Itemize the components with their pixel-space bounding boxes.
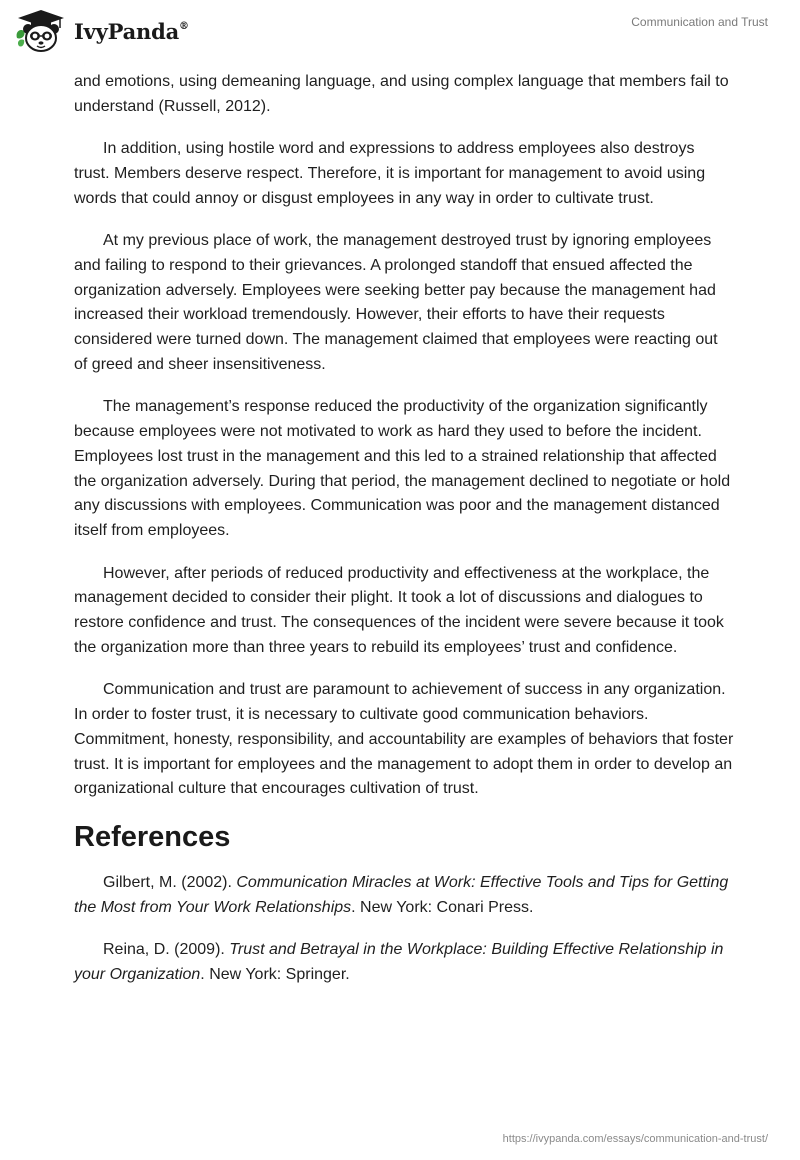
paragraph: However, after periods of reduced productivity and effectiveness at the workplace, the management decided to consider their plight. It took a lot of discussions and dialogues to restore confidence and trust. The consequences of the incident were severe because it took the organization more than three years to rebuild its employees’ trust and confidence.: [74, 564, 724, 656]
reference-item: [74, 938, 734, 988]
reference-title: Communication Miracles at Work: Effective Tools and Tips for Getting the Most from Your Work Relationships: [74, 873, 729, 916]
source-url[interactable]: https://ivypanda.com/essays/communication-and-trust/: [502, 1133, 768, 1145]
reference-author: Gilbert, M. (2002).: [103, 873, 237, 891]
document-title: Communication and Trust: [631, 15, 768, 29]
paragraph: Communication and trust are paramount to achievement of success in any organization. In order to foster trust, it is necessary to cultivate good communication behaviors. Commitment, honesty, responsibility, and accountability are examples of behaviors that foster trust. It is important for employees and the management to adopt them in order to develop an organizational culture that encourages cultivation of trust.: [74, 681, 734, 798]
reference-publisher: . New York: Springer.: [200, 965, 350, 983]
ivypanda-logo[interactable]: [14, 8, 189, 54]
references-heading: References: [74, 820, 231, 853]
reference-author: Reina, D. (2009).: [103, 940, 230, 958]
panda-mascot-icon: [14, 8, 68, 54]
paragraph: In addition, using hostile word and expressions to address employees also destroys trust. Members deserve respect. Therefore, it is important for management to avoid using words that could annoy or disgust employees in any way in order to cultivate trust.: [74, 140, 706, 207]
essay-content: [74, 70, 734, 1005]
reference-item: [74, 871, 734, 921]
paragraph: and emotions, using demeaning language, and using complex language that members fail to understand (Russell, 2012).: [74, 73, 729, 115]
brand-name: IvyPanda®: [74, 18, 189, 44]
paragraph: The management’s response reduced the productivity of the organization significantly because employees were not motivated to work as hard they used to before the incident. Employees lost trust in the management and this led to a strained relationship that affected the organization adversely. During that period, the management declined to negotiate or hold any discussions with employees. Communication was poor and the management distanced itself from employees.: [74, 398, 731, 540]
paragraph: At my previous place of work, the management destroyed trust by ignoring employees and failing to respond to their grievances. A prolonged standoff that ensued affected the organization adversely. Employees were seeking better pay because the management had increased their workload tremendously. However, their efforts to have their requests considered were turned down. The management claimed that employees were reacting out of greed and sheer insensitiveness.: [74, 231, 718, 373]
reference-title: Trust and Betrayal in the Workplace: Building Effective Relationship in your Organization: [74, 940, 724, 983]
page-header: [0, 0, 800, 64]
reference-publisher: . New York: Conari Press.: [351, 898, 534, 916]
